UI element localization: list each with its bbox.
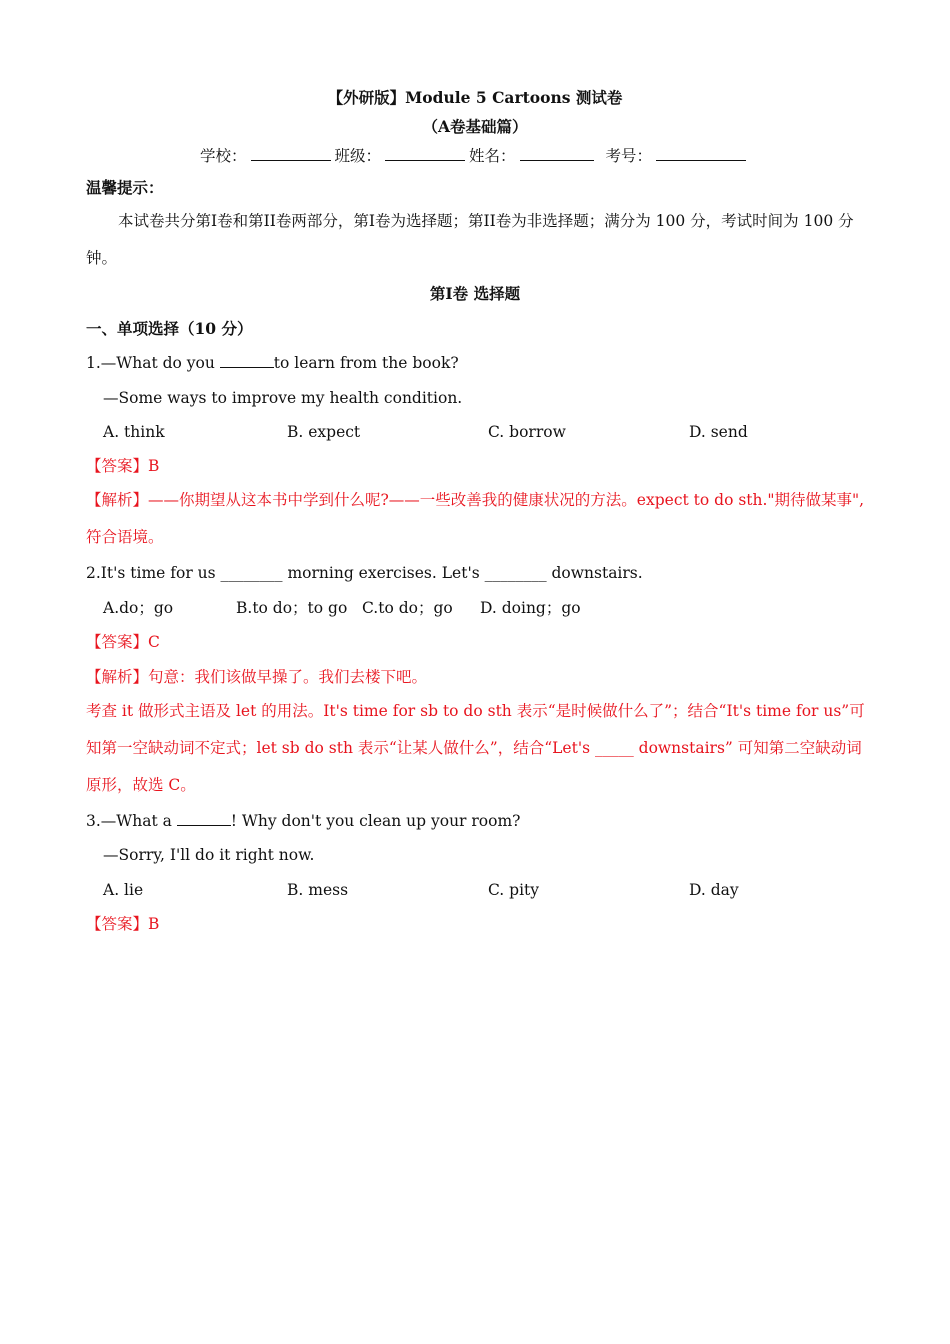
q3-option-a: A. lie: [103, 881, 144, 899]
q3-option-d: D. day: [689, 881, 739, 899]
q2-analysis-1: 【解析】句意：我们该做早操了。我们去楼下吧。: [86, 668, 428, 686]
exam-subtitle: （A卷基础篇）: [422, 117, 528, 136]
section1-heading: 一、单项选择（10 分）: [86, 319, 253, 338]
q3-answer: 【答案】B: [86, 915, 160, 933]
q2-answer: 【答案】C: [86, 633, 160, 651]
question-3-stem: 3.—What a ! Why don't you clean up your room?: [86, 812, 521, 830]
q3-option-c: C. pity: [488, 881, 540, 899]
q1-blank: [220, 353, 274, 368]
q1-option-c: C. borrow: [488, 423, 566, 441]
q3-blank: [177, 811, 231, 826]
q1-option-a: A. think: [103, 423, 165, 441]
question-1-stem: 1.—What do you to learn from the book?: [86, 354, 459, 372]
name-label: 姓名：: [469, 147, 516, 165]
name-blank[interactable]: [520, 146, 594, 161]
tips-body: 本试卷共分第I卷和第II卷两部分，第I卷为选择题；第II卷为非选择题；满分为 100 分，考试时间为 100 分钟。: [86, 212, 854, 267]
q2-option-b: B.to do；to go: [236, 599, 348, 617]
question-3-reply: —Sorry, I'll do it right now.: [103, 846, 315, 864]
part1-title: 第I卷 选择题: [429, 284, 521, 303]
q2-analysis-2: 考查 it 做形式主语及 let 的用法。It's time for sb to do sth 表示“是时候做什么了”；结合“It's time for us”可知第一空缺动词不定式；let sb do sth 表示“让某人做什么”，结合“Let's _____ downstairs” 可知第二空缺动词原形，故选 C。: [86, 702, 865, 794]
exam-no-label: 考号：: [605, 147, 653, 165]
tips-heading: 温馨提示：: [86, 178, 164, 197]
student-info-row: [200, 145, 750, 167]
q3-option-b: B. mess: [287, 881, 349, 899]
q2-option-d: D. doing；go: [480, 599, 581, 617]
class-label: 班级：: [334, 147, 382, 165]
q2-option-c: C.to do；go: [362, 599, 453, 617]
q1-analysis: 【解析】——你期望从这本书中学到什么呢?——一些改善我的健康状况的方法。expect to do sth."期待做某事",符合语境。: [86, 491, 865, 546]
q1-option-d: D. send: [689, 423, 748, 441]
school-blank[interactable]: [251, 146, 331, 161]
class-blank[interactable]: [385, 146, 465, 161]
question-2-stem: 2.It's time for us ________ morning exercises. Let's ________ downstairs.: [86, 564, 643, 582]
school-label: 学校：: [200, 147, 247, 165]
q2-option-a: A.do；go: [103, 599, 174, 617]
exam-title: 【外研版】Module 5 Cartoons 测试卷: [327, 88, 623, 107]
q1-answer: 【答案】B: [86, 457, 160, 475]
question-1-reply: —Some ways to improve my health condition.: [103, 389, 463, 407]
q1-option-b: B. expect: [287, 423, 361, 441]
exam-no-blank[interactable]: [656, 146, 746, 161]
